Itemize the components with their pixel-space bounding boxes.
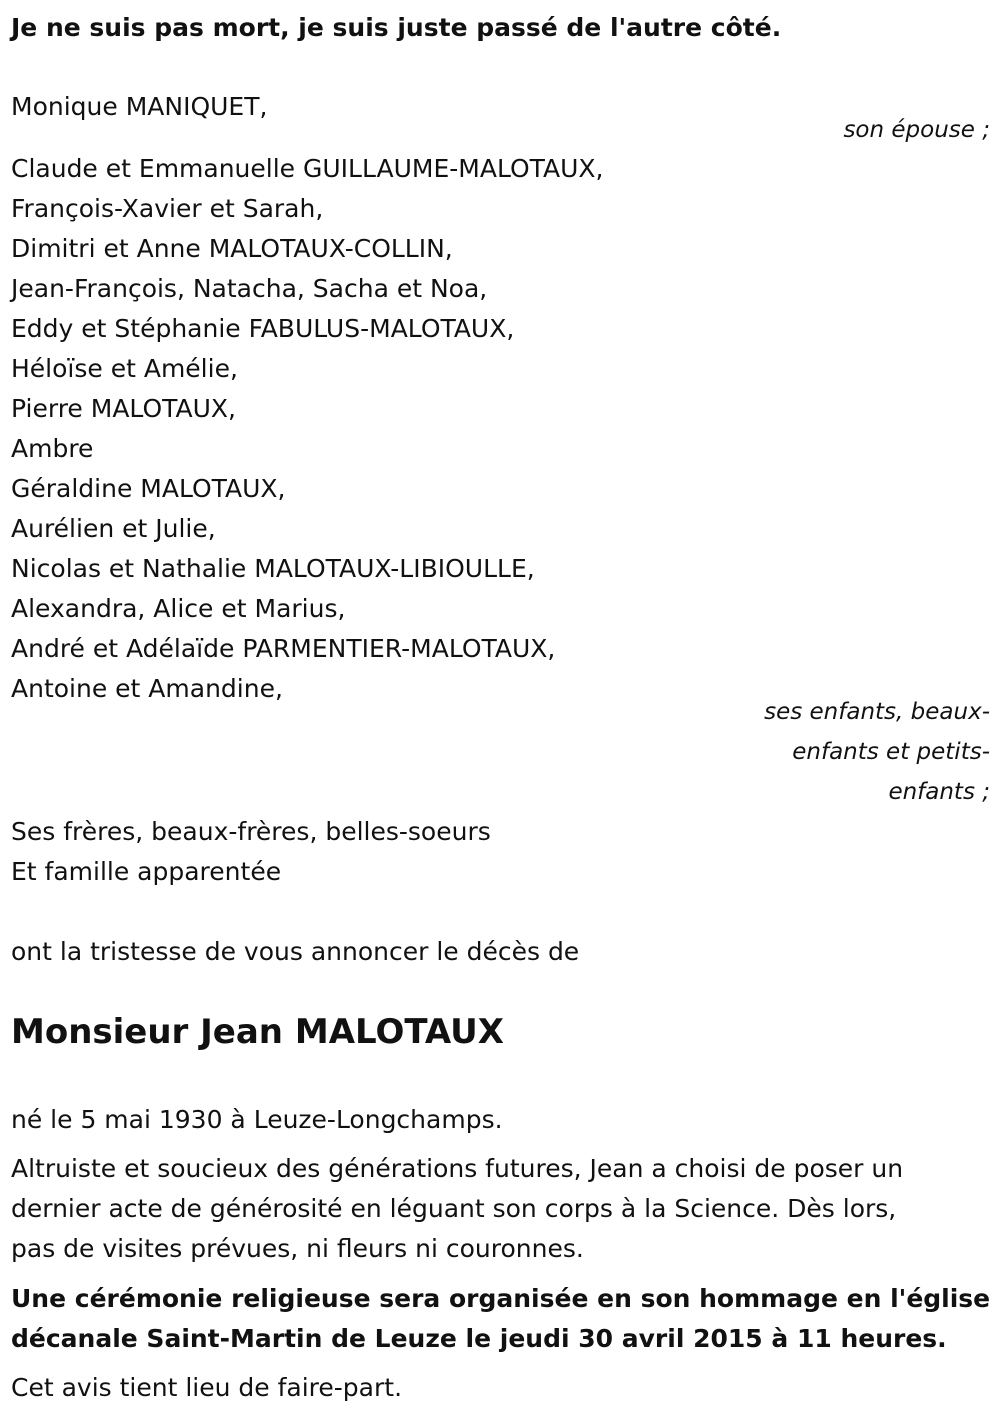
paragraph-line: Altruiste et soucieux des générations futures, Jean a choisi de poser un bbox=[11, 1154, 904, 1183]
ceremony-line: Une cérémonie religieuse sera organisée en son hommage en l'église bbox=[11, 1284, 991, 1313]
child-line: Pierre MALOTAUX, bbox=[11, 394, 236, 423]
children-role-line: enfants et petits- bbox=[792, 739, 990, 765]
child-line: André et Adélaïde PARMENTIER-MALOTAUX, bbox=[11, 634, 556, 663]
child-line: Alexandra, Alice et Marius, bbox=[11, 594, 346, 623]
spouse-name: Monique MANIQUET, bbox=[11, 92, 268, 121]
birth-info: né le 5 mai 1930 à Leuze-Longchamps. bbox=[11, 1105, 503, 1134]
child-line: Héloïse et Amélie, bbox=[11, 354, 238, 383]
child-line: Dimitri et Anne MALOTAUX-COLLIN, bbox=[11, 234, 453, 263]
paragraph-line: dernier acte de générosité en léguant son corps à la Science. Dès lors, bbox=[11, 1194, 897, 1223]
child-line: Aurélien et Julie, bbox=[11, 514, 216, 543]
children-role-line: ses enfants, beaux- bbox=[764, 699, 990, 725]
paragraph-line: pas de visites prévues, ni fleurs ni couronnes. bbox=[11, 1234, 584, 1263]
child-line: Jean-François, Natacha, Sacha et Noa, bbox=[11, 274, 488, 303]
extended-family-line: Ses frères, beaux-frères, belles-soeurs bbox=[11, 817, 491, 846]
closing-note: Cet avis tient lieu de faire-part. bbox=[11, 1373, 403, 1402]
ceremony-line: décanale Saint-Martin de Leuze le jeudi 30 avril 2015 à 11 heures. bbox=[11, 1324, 947, 1353]
deceased-name: Monsieur Jean MALOTAUX bbox=[11, 1012, 504, 1052]
child-line: Ambre bbox=[11, 434, 94, 463]
child-line: Claude et Emmanuelle GUILLAUME-MALOTAUX, bbox=[11, 154, 604, 183]
child-line: Eddy et Stéphanie FABULUS-MALOTAUX, bbox=[11, 314, 515, 343]
child-line: Antoine et Amandine, bbox=[11, 674, 283, 703]
extended-family-line: Et famille apparentée bbox=[11, 857, 282, 886]
epigraph: Je ne suis pas mort, je suis juste passé de l'autre côté. bbox=[11, 13, 782, 42]
child-line: Géraldine MALOTAUX, bbox=[11, 474, 286, 503]
spouse-role: son épouse ; bbox=[843, 117, 990, 143]
announcement-text: ont la tristesse de vous annoncer le décès de bbox=[11, 937, 580, 966]
children-role-line: enfants ; bbox=[888, 779, 990, 805]
child-line: Nicolas et Nathalie MALOTAUX-LIBIOULLE, bbox=[11, 554, 535, 583]
child-line: François-Xavier et Sarah, bbox=[11, 194, 324, 223]
